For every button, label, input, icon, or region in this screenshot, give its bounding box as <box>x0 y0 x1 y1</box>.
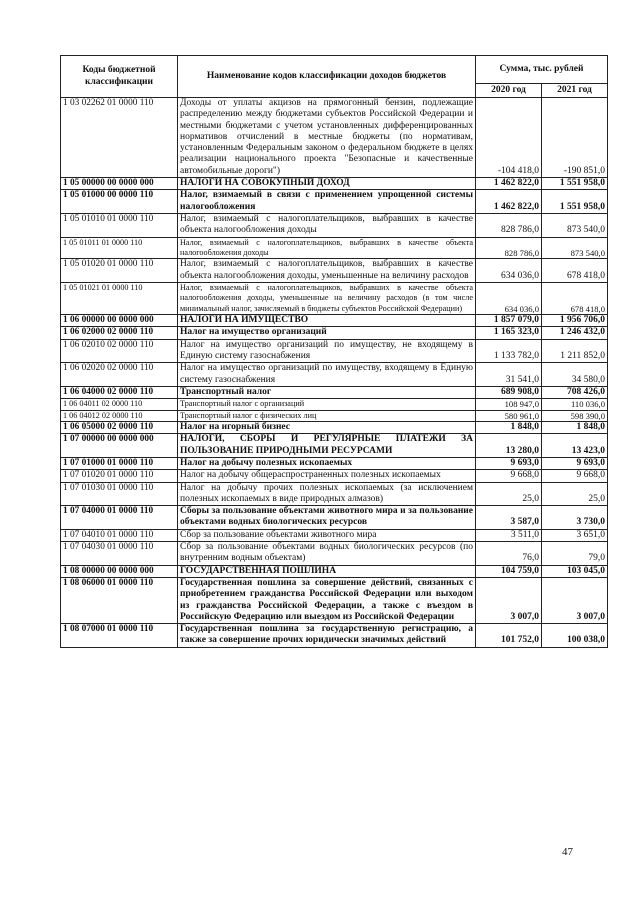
row-value-2021: -190 851,0 <box>542 98 608 178</box>
row-value-2021: 3 730,0 <box>542 506 608 530</box>
row-name: ГОСУДАРСТВЕННАЯ ПОШЛИНА <box>178 565 476 577</box>
row-code: 1 05 01010 01 0000 110 <box>61 213 178 237</box>
row-code: 1 07 01030 01 0000 110 <box>61 482 178 506</box>
table-row <box>61 98 608 178</box>
budget-revenue-table <box>60 55 608 648</box>
row-name: Государственная пошлина за совершение действий, связанных с приобретением гражданства Российской Федерации или выходом из гражданства Российской Федерации, а также с въездом в Российскую Федерацию или выездом из Российской Федерации <box>178 577 476 623</box>
row-code: 1 06 04000 02 0000 110 <box>61 386 178 398</box>
row-code: 1 08 07000 01 0000 110 <box>61 624 178 648</box>
table-row <box>61 457 608 469</box>
row-value-2020: 1 462 822,0 <box>476 178 542 190</box>
row-value-2020: 31 541,0 <box>476 363 542 387</box>
row-value-2020: 634 036,0 <box>476 282 542 314</box>
row-name: НАЛОГИ НА ИМУЩЕСТВО <box>178 315 476 327</box>
row-value-2020: 634 036,0 <box>476 259 542 283</box>
row-code: 1 06 02010 02 0000 110 <box>61 339 178 363</box>
table-row <box>61 422 608 434</box>
row-code: 1 07 04030 01 0000 110 <box>61 542 178 566</box>
table-row <box>61 410 608 421</box>
table-row <box>61 506 608 530</box>
row-name: Государственная пошлина за государственную регистрацию, а также за совершение прочих юридически значимых действий <box>178 624 476 648</box>
row-code: 1 08 00000 00 0000 000 <box>61 565 178 577</box>
table-row <box>61 327 608 339</box>
row-value-2020: 9 693,0 <box>476 457 542 469</box>
row-code: 1 06 05000 02 0000 110 <box>61 422 178 434</box>
table-row <box>61 434 608 458</box>
table-row <box>61 315 608 327</box>
row-code: 1 05 01021 01 0000 110 <box>61 282 178 314</box>
row-name: Налог на добычу полезных ископаемых <box>178 457 476 469</box>
row-value-2021: 1 211 852,0 <box>542 339 608 363</box>
row-code: 1 03 02262 01 0000 110 <box>61 98 178 178</box>
row-name: Транспортный налог с физических лиц <box>178 410 476 421</box>
row-value-2020: 689 908,0 <box>476 386 542 398</box>
table-row <box>61 577 608 623</box>
row-value-2020: 1 848,0 <box>476 422 542 434</box>
row-value-2021: 3 651,0 <box>542 529 608 541</box>
row-value-2021: 708 426,0 <box>542 386 608 398</box>
row-code: 1 08 06000 01 0000 110 <box>61 577 178 623</box>
row-code: 1 06 04011 02 0000 110 <box>61 399 178 410</box>
row-code: 1 05 00000 00 0000 000 <box>61 178 178 190</box>
row-name: НАЛОГИ, СБОРЫ И РЕГУЛЯРНЫЕ ПЛАТЕЖИ ЗА ПОЛЬЗОВАНИЕ ПРИРОДНЫМИ РЕСУРСАМИ <box>178 434 476 458</box>
table-row <box>61 190 608 214</box>
header-year-2020: 2020 год <box>476 84 542 98</box>
row-value-2020: 1 462 822,0 <box>476 190 542 214</box>
row-name: Налог, взимаемый в связи с применением упрощенной системы налогообложения <box>178 190 476 214</box>
row-code: 1 06 02000 02 0000 110 <box>61 327 178 339</box>
row-name: Налог, взимаемый с налогоплательщиков, выбравших в качестве объекта налогообложения доходы, уменьшенные на величину расходов <box>178 259 476 283</box>
row-value-2021: 678 418,0 <box>542 282 608 314</box>
row-name: Сборы за пользование объектами животного мира и за пользование объектами водных биологических ресурсов <box>178 506 476 530</box>
row-value-2021: 25,0 <box>542 482 608 506</box>
row-code: 1 07 01020 01 0000 110 <box>61 470 178 482</box>
row-value-2021: 9 693,0 <box>542 457 608 469</box>
row-name: Налог на добычу общераспространенных полезных ископаемых <box>178 470 476 482</box>
row-code: 1 06 02020 02 0000 110 <box>61 363 178 387</box>
row-value-2021: 9 668,0 <box>542 470 608 482</box>
row-value-2021: 598 390,0 <box>542 410 608 421</box>
row-value-2020: 828 786,0 <box>476 237 542 259</box>
row-value-2020: -104 418,0 <box>476 98 542 178</box>
row-name: Налог на имущество организаций по имуществу, входящему в Единую систему газоснабжения <box>178 363 476 387</box>
row-code: 1 05 01011 01 0000 110 <box>61 237 178 259</box>
page-number: 47 <box>562 846 573 858</box>
row-name: Налог на игорный бизнес <box>178 422 476 434</box>
row-name: Налог на имущество организаций по имуществу, не входящему в Единую систему газоснабжения <box>178 339 476 363</box>
row-value-2021: 100 038,0 <box>542 624 608 648</box>
table-row <box>61 624 608 648</box>
table-row <box>61 482 608 506</box>
row-value-2021: 1 956 706,0 <box>542 315 608 327</box>
table-row <box>61 542 608 566</box>
row-value-2020: 9 668,0 <box>476 470 542 482</box>
row-value-2020: 828 786,0 <box>476 213 542 237</box>
row-code: 1 07 04000 01 0000 110 <box>61 506 178 530</box>
row-code: 1 07 01000 01 0000 110 <box>61 457 178 469</box>
row-value-2020: 76,0 <box>476 542 542 566</box>
row-value-2021: 110 036,0 <box>542 399 608 410</box>
row-value-2020: 3 007,0 <box>476 577 542 623</box>
row-value-2021: 1 551 958,0 <box>542 178 608 190</box>
row-name: Сбор за пользование объектами водных биологических ресурсов (по внутренним водным объектам) <box>178 542 476 566</box>
row-code: 1 05 01020 01 0000 110 <box>61 259 178 283</box>
row-value-2021: 873 540,0 <box>542 213 608 237</box>
row-value-2021: 873 540,0 <box>542 237 608 259</box>
row-value-2021: 1 551 958,0 <box>542 190 608 214</box>
header-name: Наименование кодов классификации доходов бюджетов <box>178 56 476 98</box>
row-name: Налог, взимаемый с налогоплательщиков, выбравших в качестве объекта налогообложения доходы <box>178 237 476 259</box>
table-row <box>61 237 608 259</box>
table-row <box>61 213 608 237</box>
row-code: 1 07 04010 01 0000 110 <box>61 529 178 541</box>
row-name: Налог, взимаемый с налогоплательщиков, выбравших в качестве объекта налогообложения доходы <box>178 213 476 237</box>
row-code: 1 07 00000 00 0000 000 <box>61 434 178 458</box>
row-value-2020: 3 511,0 <box>476 529 542 541</box>
row-value-2020: 580 961,0 <box>476 410 542 421</box>
row-value-2021: 13 423,0 <box>542 434 608 458</box>
row-value-2020: 1 165 323,0 <box>476 327 542 339</box>
table-row <box>61 470 608 482</box>
table-row <box>61 363 608 387</box>
row-code: 1 06 04012 02 0000 110 <box>61 410 178 421</box>
table-row <box>61 178 608 190</box>
table-row <box>61 529 608 541</box>
row-code: 1 06 00000 00 0000 000 <box>61 315 178 327</box>
row-name: Транспортный налог <box>178 386 476 398</box>
row-value-2021: 1 246 432,0 <box>542 327 608 339</box>
row-value-2020: 104 759,0 <box>476 565 542 577</box>
row-value-2021: 1 848,0 <box>542 422 608 434</box>
table-row <box>61 399 608 410</box>
row-name: Налог, взимаемый с налогоплательщиков, выбравших в качестве объекта налогообложения доходы, уменьшенные на величину расходов (в том числе минимальный налог, зачисляемый в бюджеты субъектов Российской Федерации) <box>178 282 476 314</box>
row-value-2021: 34 580,0 <box>542 363 608 387</box>
header-sum: Сумма, тыс. рублей <box>476 56 608 84</box>
row-name: Налог на добычу прочих полезных ископаемых (за исключением полезных ископаемых в виде природных алмазов) <box>178 482 476 506</box>
row-value-2020: 13 280,0 <box>476 434 542 458</box>
row-name: Доходы от уплаты акцизов на прямогонный бензин, подлежащие распределению между бюджетами субъектов Российской Федерации и местными бюджетами с учетом установленных дифференцированных нормативов отчислений в местные бюджеты (по нормативам, установленным Федеральным законом о федеральном бюджете в целях реализации национального проекта "Безопасные и качественные автомобильные дороги") <box>178 98 476 178</box>
row-value-2020: 3 587,0 <box>476 506 542 530</box>
header-codes: Коды бюджетной классификации <box>61 56 178 98</box>
row-name: Налог на имущество организаций <box>178 327 476 339</box>
row-value-2020: 108 947,0 <box>476 399 542 410</box>
table-row <box>61 339 608 363</box>
row-name: НАЛОГИ НА СОВОКУПНЫЙ ДОХОД <box>178 178 476 190</box>
row-value-2020: 25,0 <box>476 482 542 506</box>
row-value-2020: 101 752,0 <box>476 624 542 648</box>
row-value-2021: 678 418,0 <box>542 259 608 283</box>
row-value-2021: 3 007,0 <box>542 577 608 623</box>
header-year-2021: 2021 год <box>542 84 608 98</box>
row-code: 1 05 01000 00 0000 110 <box>61 190 178 214</box>
row-value-2021: 103 045,0 <box>542 565 608 577</box>
row-value-2021: 79,0 <box>542 542 608 566</box>
row-value-2020: 1 133 782,0 <box>476 339 542 363</box>
row-name: Сбор за пользование объектами животного мира <box>178 529 476 541</box>
row-name: Транспортный налог с организаций <box>178 399 476 410</box>
table-row <box>61 386 608 398</box>
table-row <box>61 259 608 283</box>
table-row <box>61 282 608 314</box>
row-value-2020: 1 857 079,0 <box>476 315 542 327</box>
table-row <box>61 565 608 577</box>
